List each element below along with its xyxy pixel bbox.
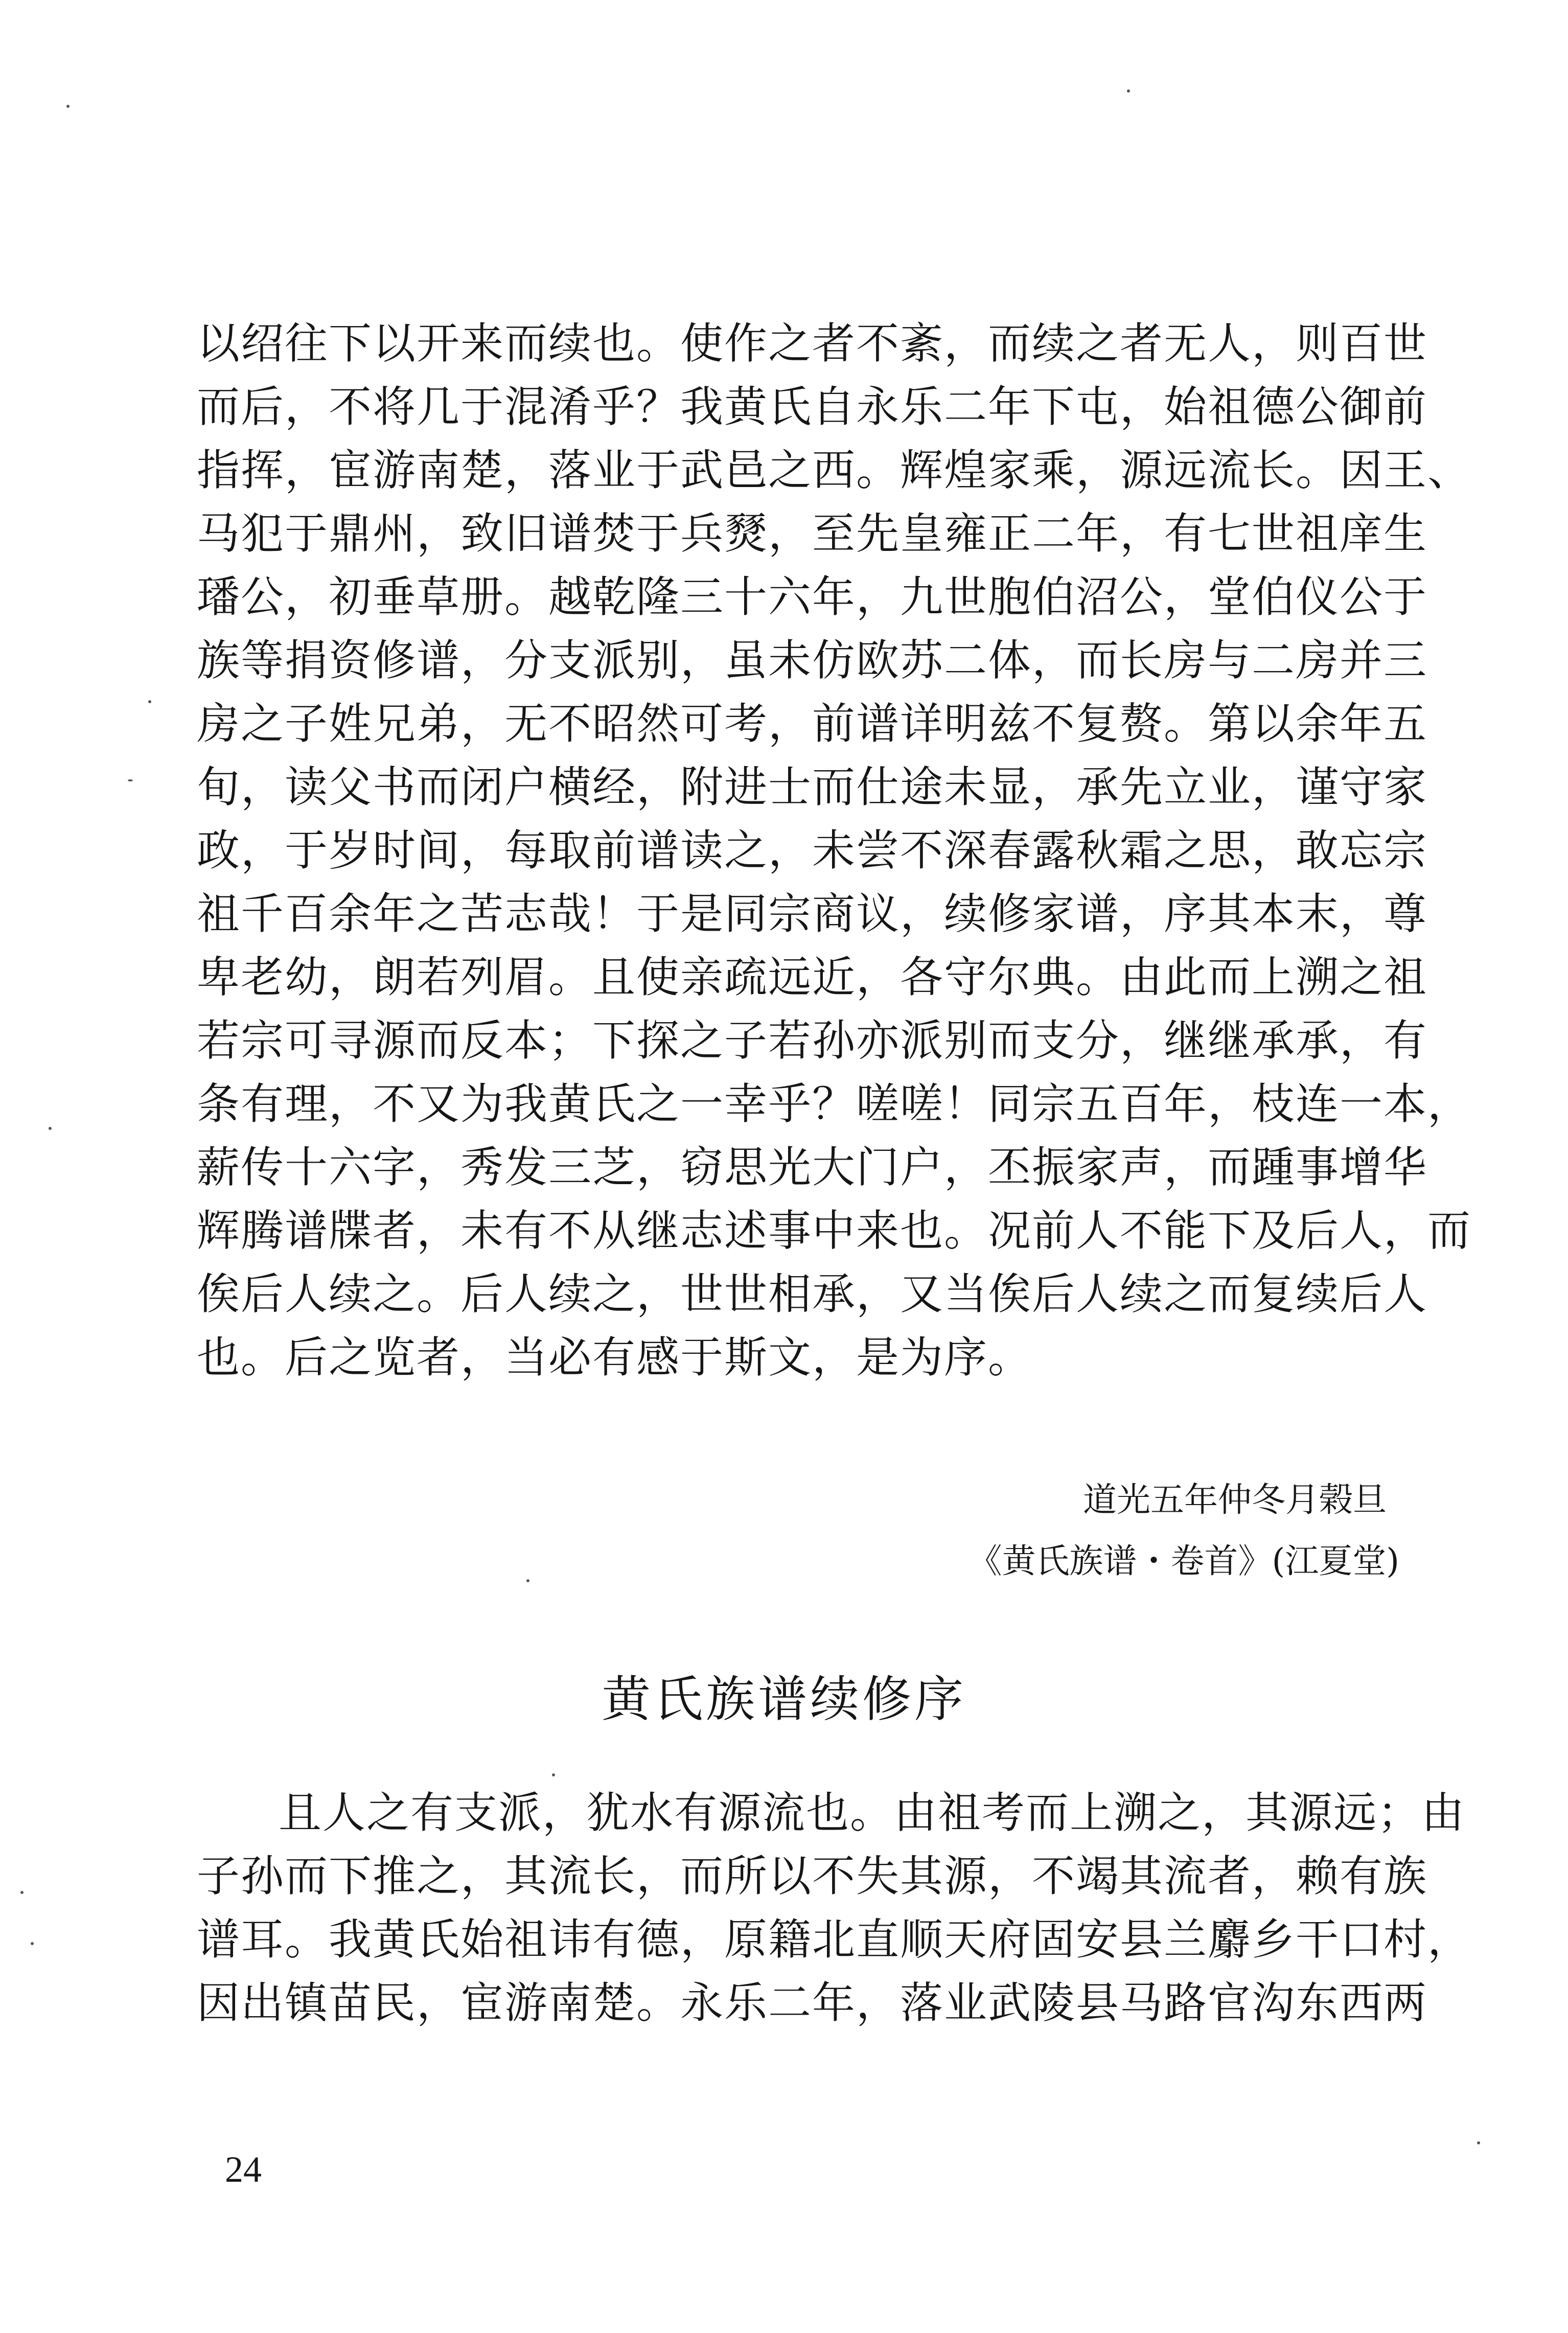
text-line: 卑老幼，朗若列眉。且使亲疏远近，各守尔典。由此而上溯之祖 — [197, 952, 1428, 1002]
scan-speck — [148, 700, 151, 703]
text-line: 族等捐资修谱，分支派别，虽未仿欧苏二体，而长房与二房并三 — [197, 635, 1428, 685]
text-line: 以绍往下以开来而续也。使作之者不紊，而续之者无人，则百世 — [197, 318, 1428, 368]
preface-continuation-paragraph — [197, 312, 1472, 1389]
signature-source: 《黄氏族谱・卷首》(江夏堂) — [968, 1541, 1399, 1581]
text-line: 马犯于鼎州，致旧谱焚于兵燹，至先皇雍正二年，有七世祖庠生 — [197, 509, 1428, 559]
scan-speck — [1477, 2141, 1480, 2144]
text-line: 祖千百余年之苦志哉！于是同宗商议，续修家谱，序其本末，尊 — [197, 889, 1428, 939]
text-line: 条有理，不又为我黄氏之一幸乎？嗟嗟！同宗五百年，枝连一本， — [197, 1079, 1472, 1129]
page-number: 24 — [225, 2149, 262, 2190]
scan-speck — [49, 1127, 52, 1130]
text-line: 薪传十六字，秀发三芝，窃思光大门户，丕振家声，而踵事增华 — [197, 1142, 1428, 1192]
scan-speck — [1127, 89, 1130, 93]
scan-speck — [31, 1942, 34, 1945]
text-line: 子孙而下推之，其流长，而所以不失其源，不竭其流者，赖有族 — [197, 1851, 1428, 1901]
section-title: 黄氏族谱续修序 — [602, 1671, 966, 1728]
text-line: 旬，读父书而闭户横经，附进士而仕途未显，承先立业，谨守家 — [197, 762, 1428, 812]
scan-speck — [20, 1891, 24, 1894]
text-line: 谱耳。我黄氏始祖讳有德，原籍北直顺天府固安县兰麝乡干口村， — [197, 1914, 1472, 1965]
text-line: 若宗可寻源而反本；下探之子若孙亦派别而支分，继继承承，有 — [197, 1015, 1428, 1066]
text-line: 也。后之览者，当必有感于斯文，是为序。 — [197, 1332, 1032, 1382]
text-line: 因出镇苗民，宦游南楚。永乐二年，落业武陵县马路官沟东西两 — [197, 1978, 1428, 2028]
scan-speck — [128, 779, 133, 781]
text-line: 且人之有支派，犹水有源流也。由祖考而上溯之，其源远；由 — [279, 1788, 1466, 1838]
scan-speck — [526, 1579, 529, 1582]
text-line: 俟后人续之。后人续之，世世相承，又当俟后人续之而复续后人 — [197, 1269, 1428, 1319]
text-line: 璠公，初垂草册。越乾隆三十六年，九世胞伯沼公，堂伯仪公于 — [197, 572, 1428, 622]
text-line: 辉腾谱牒者，未有不从继志述事中来也。况前人不能下及后人，而 — [197, 1206, 1472, 1256]
scan-speck — [66, 105, 70, 108]
text-line: 政，于岁时间，每取前谱读之，未尝不深春露秋霜之思，敢忘宗 — [197, 825, 1428, 875]
scan-speck — [552, 1773, 555, 1776]
signature-date: 道光五年仲冬月榖旦 — [1083, 1480, 1387, 1519]
text-line: 房之子姓兄弟，无不昭然可考，前谱详明兹不复赘。第以余年五 — [197, 699, 1428, 749]
new-preface-paragraph — [197, 1781, 1472, 2035]
text-line: 而后，不将几于混淆乎？我黄氏自永乐二年下屯，始祖德公御前 — [197, 382, 1428, 432]
text-line: 指挥，宦游南楚，落业于武邑之西。辉煌家乘，源远流长。因王、 — [197, 445, 1472, 495]
